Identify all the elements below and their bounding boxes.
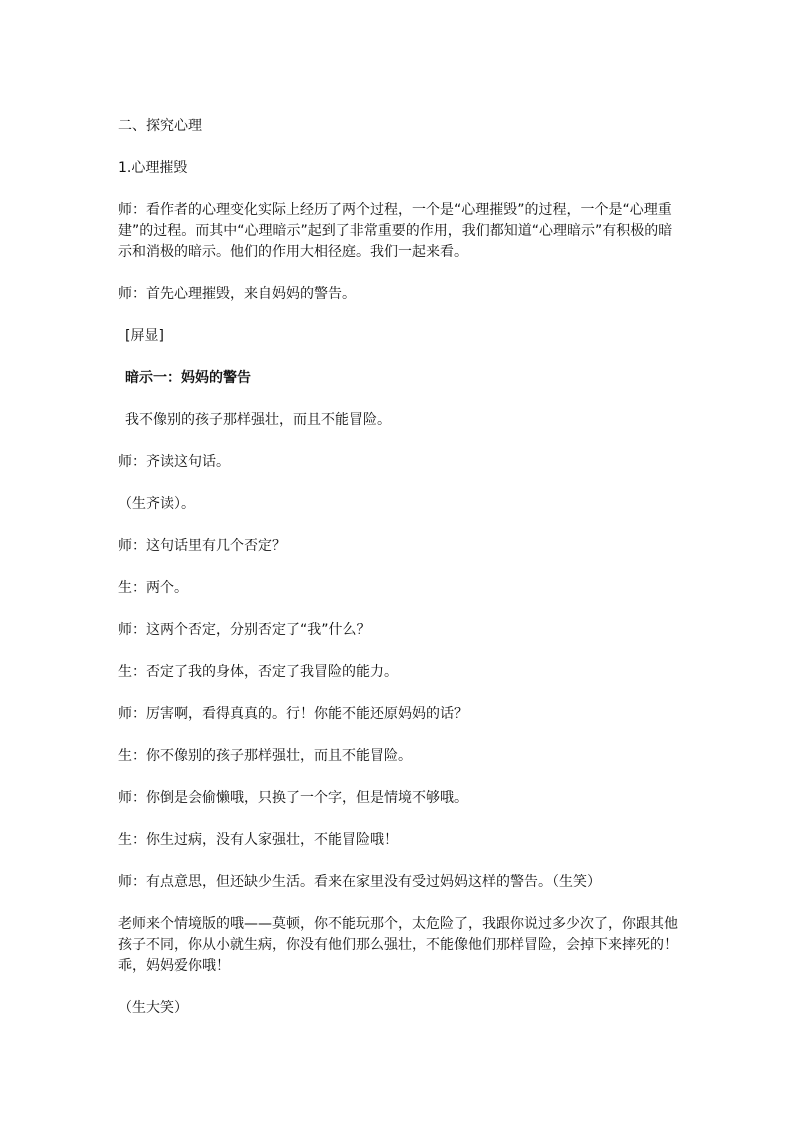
dialogue-line: 生：两个。: [118, 580, 188, 596]
section-heading: 二、探究心理: [118, 118, 202, 134]
dialogue-line: （生齐读）。: [118, 496, 195, 512]
dialogue-line: 师：有点意思，但还缺少生活。看来在家里没有受过妈妈这样的警告。（生笑）: [118, 874, 601, 890]
document-page: [118, 116, 678, 1040]
dialogue-line: 生：你不像别的孩子那样强壮，而且不能冒险。: [118, 748, 412, 764]
dialogue-line: 生：你生过病，没有人家强壮，不能冒险哦！: [118, 832, 398, 848]
hint-one-heading: 暗示一：妈妈的警告: [125, 370, 251, 386]
dialogue-line: 师：这两个否定，分别否定了“我”什么？: [118, 622, 371, 638]
paragraph-teacher-first: 师：首先心理摧毁，来自妈妈的警告。: [118, 286, 356, 302]
screen-display-label: [屏显]: [125, 328, 164, 344]
dialogue-line: 生：否定了我的身体，否定了我冒险的能力。: [118, 664, 398, 680]
teacher-scenario-paragraph: 老师来个情境版的哦——莫顿，你不能玩那个，太危险了，我跟你说过多少次了，你跟其他孩子不同，你从小就生病，你没有他们那么强壮，不能像他们那样冒险，会掉下来摔死的！乖，妈妈爱你哦！: [118, 916, 678, 974]
subsection-heading: 1.心理摧毁: [118, 160, 188, 176]
dialogue-line: 师：齐读这句话。: [118, 454, 230, 470]
dialogue-line: （生大笑）: [118, 1000, 188, 1016]
dialogue-line: 师：厉害啊，看得真真的。行！你能不能还原妈妈的话？: [118, 706, 468, 722]
dialogue-line: 师：你倒是会偷懒哦，只换了一个字，但是情境不够哦。: [118, 790, 468, 806]
paragraph-intro: 师：看作者的心理变化实际上经历了两个过程，一个是“心理摧毁”的过程，一个是“心理重建”的过程。而其中“心理暗示”起到了非常重要的作用，我们都知道“心理暗示”有积极的暗示和消极的暗示。他们的作用大相径庭。我们一起来看。: [118, 202, 673, 260]
dialogue-line: 师：这句话里有几个否定？: [118, 538, 286, 554]
quote-sentence: 我不像别的孩子那样强壮，而且不能冒险。: [125, 412, 391, 428]
